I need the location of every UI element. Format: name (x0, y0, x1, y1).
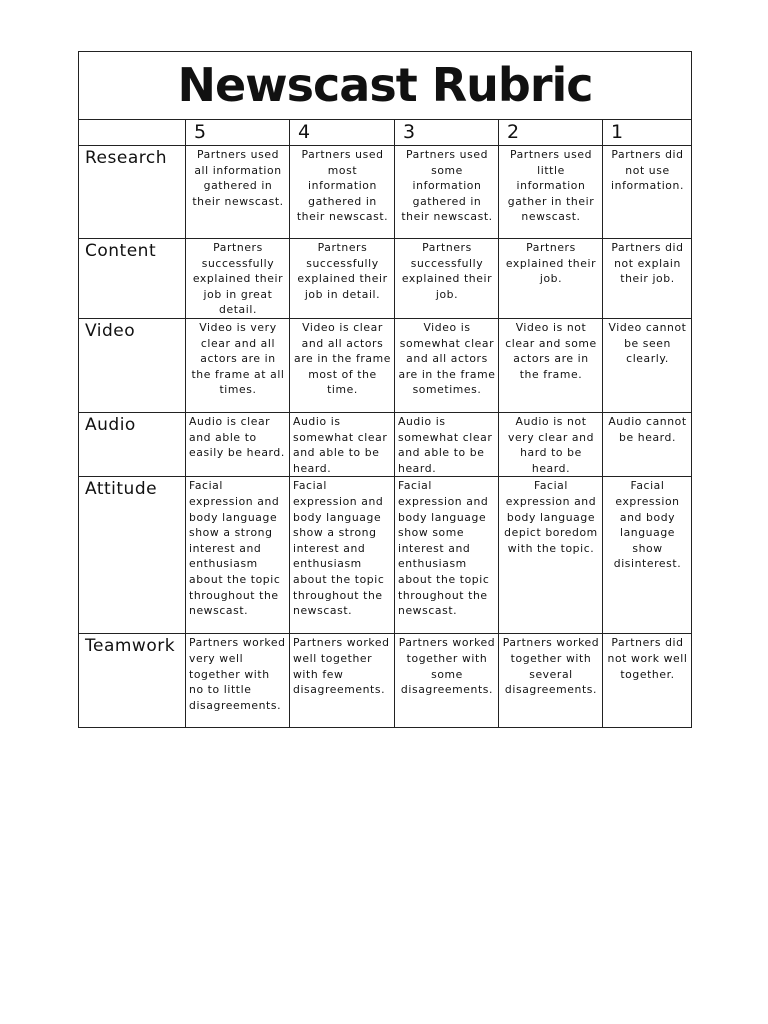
rubric-cell: Partners used some information gathered in their newscast. (395, 146, 499, 239)
rubric-cell: Video is not clear and some actors are in the frame. (499, 318, 603, 412)
criterion-research: Research (79, 146, 186, 239)
rubric-cell: Partners worked together with several disagreements. (499, 634, 603, 728)
rubric-cell: Partners did not work well together. (603, 634, 692, 728)
rubric-cell: Partners did not explain their job. (603, 239, 692, 319)
criterion-content: Content (79, 239, 186, 319)
rubric-cell: Partners worked well together with few disagreements. (290, 634, 395, 728)
rubric-cell: Video is clear and all actors are in the frame most of the time. (290, 318, 395, 412)
score-header-row (79, 120, 692, 146)
page-title: Newscast Rubric (177, 58, 593, 112)
rubric-cell: Facial expression and body language show some interest and enthusiasm about the topic throughout the newscast. (395, 477, 499, 634)
rubric-cell: Video is very clear and all actors are in the frame at all times. (186, 318, 290, 412)
rubric-cell: Partners used little information gather in their newscast. (499, 146, 603, 239)
score-header-3: 3 (395, 120, 499, 146)
rubric-cell: Partners did not use information. (603, 146, 692, 239)
row-content (79, 239, 692, 319)
row-research (79, 146, 692, 239)
row-attitude (79, 477, 692, 634)
row-teamwork (79, 634, 692, 728)
score-header-2: 2 (499, 120, 603, 146)
rubric-cell: Partners used most information gathered in their newscast. (290, 146, 395, 239)
rubric-cell: Audio cannot be heard. (603, 412, 692, 476)
rubric-cell: Audio is somewhat clear and able to be heard. (290, 412, 395, 476)
score-header-5: 5 (186, 120, 290, 146)
rubric-cell: Video cannot be seen clearly. (603, 318, 692, 412)
rubric-cell: Video is somewhat clear and all actors are in the frame sometimes. (395, 318, 499, 412)
rubric-cell: Facial expression and body language show disinterest. (603, 477, 692, 634)
rubric-cell: Audio is clear and able to easily be heard. (186, 412, 290, 476)
title-row (79, 52, 692, 120)
rubric-cell: Partners worked very well together with no to little disagreements. (186, 634, 290, 728)
criterion-attitude: Attitude (79, 477, 186, 634)
rubric-cell: Partners successfully explained their job. (395, 239, 499, 319)
rubric-cell: Partners used all information gathered in their newscast. (186, 146, 290, 239)
rubric-cell: Partners successfully explained their job in detail. (290, 239, 395, 319)
score-header-1: 1 (603, 120, 692, 146)
criterion-video: Video (79, 318, 186, 412)
corner-cell (79, 120, 186, 146)
criterion-teamwork: Teamwork (79, 634, 186, 728)
rubric-cell: Facial expression and body language show a strong interest and enthusiasm about the topic throughout the newscast. (290, 477, 395, 634)
rubric-cell: Facial expression and body language depict boredom with the topic. (499, 477, 603, 634)
row-audio (79, 412, 692, 476)
rubric-cell: Partners worked together with some disagreements. (395, 634, 499, 728)
rubric-cell: Partners explained their job. (499, 239, 603, 319)
title-cell (79, 52, 692, 120)
row-video (79, 318, 692, 412)
rubric-cell: Audio is somewhat clear and able to be heard. (395, 412, 499, 476)
rubric-cell: Facial expression and body language show a strong interest and enthusiasm about the topic throughout the newscast. (186, 477, 290, 634)
rubric-table (78, 51, 692, 728)
criterion-audio: Audio (79, 412, 186, 476)
score-header-4: 4 (290, 120, 395, 146)
rubric-cell: Partners successfully explained their job in great detail. (186, 239, 290, 319)
rubric-cell: Audio is not very clear and hard to be heard. (499, 412, 603, 476)
